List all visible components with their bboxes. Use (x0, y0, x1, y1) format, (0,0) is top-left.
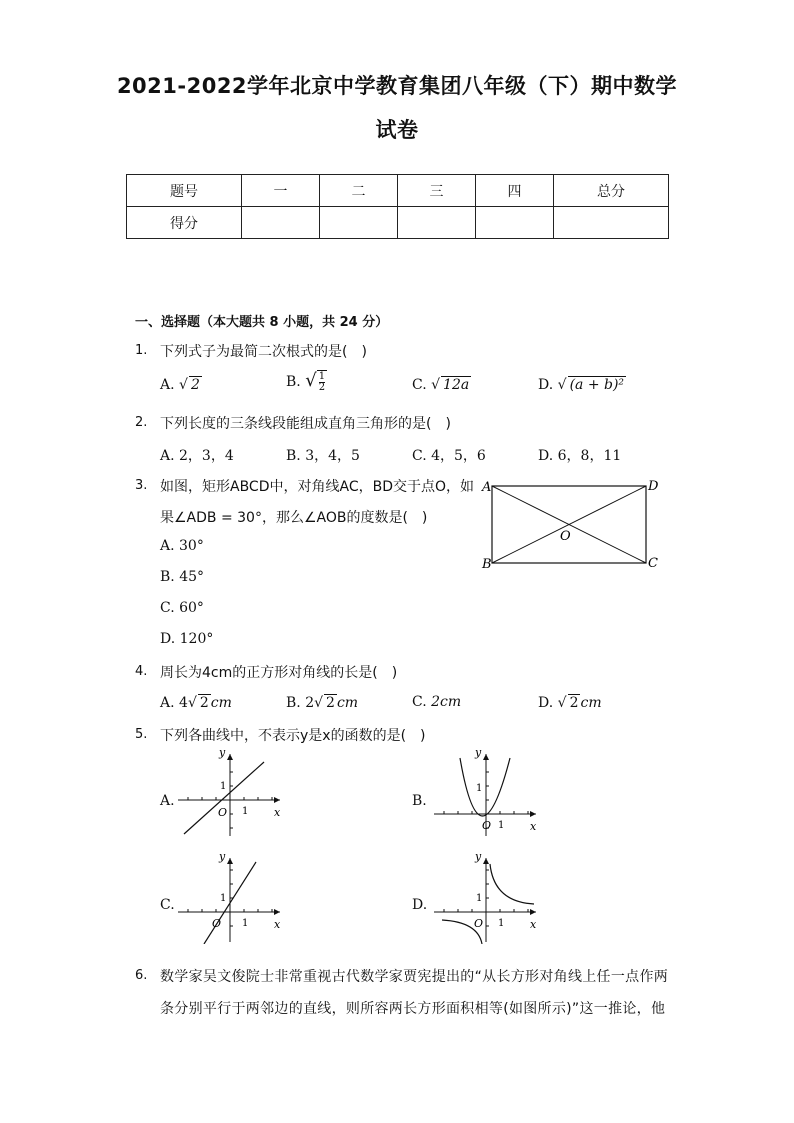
vertex-label-a: A (482, 480, 492, 495)
table-row (127, 175, 669, 207)
unit: cm (210, 695, 232, 711)
fraction-denominator: 2 (318, 382, 326, 393)
page-title: 2021-2022学年北京中学教育集团八年级（下）期中数学 (116, 74, 678, 98)
question-text: 下列长度的三条线段能组成直角三角形的是( ) (160, 416, 451, 432)
option-label: C. (412, 377, 427, 393)
question-text-line1: 数学家吴文俊院士非常重视古代数学家贾宪提出的“从长方形对角线上任一点作两 (160, 969, 669, 985)
origin-label: O (212, 917, 222, 930)
option-a[interactable]: A. 2，3，4 (160, 448, 234, 464)
center-label-o: O (560, 529, 571, 544)
graph-c[interactable] (174, 850, 286, 944)
tick-label-x1: 1 (242, 918, 249, 929)
question-text-line2: 条分别平行于两邻边的直线，则所容两长方形面积相等(如图所示)”这一推论，他 (160, 1001, 666, 1017)
option-b[interactable]: B. $√\frac{1}{2}$ (286, 370, 326, 393)
option-a-label[interactable]: A. (160, 793, 175, 809)
option-d[interactable]: D. √ 2 cm (538, 695, 602, 711)
question-text: 周长为4cm的正方形对角线的长是( ) (160, 665, 398, 681)
option-b[interactable]: B. 3，4，5 (286, 448, 360, 464)
question-number: 6. (135, 968, 148, 983)
option-label: D. (538, 377, 554, 393)
score-cell[interactable] (398, 207, 476, 239)
vertex-label-b: B (482, 557, 492, 572)
question-number: 5. (135, 727, 148, 742)
score-header-cell: 一 (242, 175, 320, 207)
radicand: 2 (199, 695, 209, 711)
option-b-label[interactable]: B. (412, 793, 427, 809)
unit: cm (580, 695, 602, 711)
option-a[interactable]: A. 30° (160, 538, 204, 554)
vertex-label-d: D (648, 479, 659, 494)
question-text: 下列各曲线中，不表示y是x的函数的是( ) (160, 728, 426, 744)
tick-label-y1: 1 (476, 783, 483, 794)
option-b[interactable]: B. 2√ 2 cm (286, 695, 359, 711)
option-label: A. (160, 377, 175, 393)
axis-x-label: x (274, 918, 281, 931)
option-b[interactable]: B. 45° (160, 569, 205, 585)
option-label: C. (412, 694, 427, 710)
option-label: A. (160, 695, 175, 711)
score-header-cell: 三 (398, 175, 476, 207)
question-text: 下列式子为最简二次根式的是( ) (160, 344, 367, 360)
question-text-line2: 果∠ADB = 30°，那么∠AOB的度数是( ) (160, 510, 428, 526)
option-c[interactable]: C. 4，5，6 (412, 448, 486, 464)
tick-label-x1: 1 (242, 806, 249, 817)
fraction-numerator: 1 (318, 371, 326, 382)
vertex-label-c: C (648, 556, 658, 571)
unit: cm (336, 695, 359, 711)
radicand: 2 (569, 695, 579, 711)
table-row (127, 207, 669, 239)
graph-a[interactable] (174, 746, 286, 840)
option-c-label[interactable]: C. (160, 897, 175, 913)
axis-y-label: y (475, 746, 482, 759)
score-header-cell: 二 (320, 175, 398, 207)
graph-b[interactable] (430, 746, 542, 840)
option-label: B. (286, 695, 301, 711)
score-cell[interactable] (320, 207, 398, 239)
rectangle-figure (478, 476, 664, 574)
tick-label-y1: 1 (220, 781, 227, 792)
option-a[interactable]: A. √ 2 (160, 377, 200, 393)
option-d[interactable]: D. 120° (160, 631, 214, 647)
score-header-cell: 题号 (127, 175, 242, 207)
score-header-cell: 总分 (554, 175, 669, 207)
question-number: 4. (135, 664, 148, 679)
axis-y-label: y (219, 850, 226, 863)
option-label: B. (286, 374, 301, 390)
option-c[interactable] (412, 694, 461, 710)
option-label: D. (538, 695, 554, 711)
coefficient: 2 (305, 695, 315, 711)
option-a[interactable]: A. 4√ 2 cm (160, 695, 232, 711)
score-table (126, 174, 669, 239)
axis-y-label: y (219, 746, 226, 759)
tick-label-y1: 1 (476, 893, 483, 904)
page-title-line2: 试卷 (375, 118, 419, 142)
axis-x-label: x (530, 820, 537, 833)
radicand: (a + b)² (569, 377, 625, 393)
question-number: 3. (135, 478, 148, 493)
score-header-cell: 四 (476, 175, 554, 207)
option-value: 2cm (431, 694, 462, 710)
tick-label-x1: 1 (498, 820, 505, 831)
origin-label: O (474, 917, 484, 930)
score-cell[interactable] (476, 207, 554, 239)
option-d-label[interactable]: D. (412, 897, 428, 913)
score-row-label: 得分 (127, 207, 242, 239)
coefficient: 4 (179, 695, 188, 711)
radicand: 2 (326, 695, 335, 711)
radicand: 2 (190, 377, 200, 393)
question-number: 1. (135, 343, 148, 358)
score-cell[interactable] (242, 207, 320, 239)
axis-y-label: y (475, 850, 482, 863)
question-text-line1: 如图，矩形ABCD中，对角线AC，BD交于点O，如 (160, 479, 475, 495)
question-number: 2. (135, 415, 148, 430)
graph-d[interactable] (430, 850, 542, 944)
axis-x-label: x (274, 806, 281, 819)
option-c[interactable]: C. √ 12a (412, 377, 470, 393)
axis-x-label: x (530, 918, 537, 931)
origin-label: O (218, 806, 228, 819)
origin-label: O (482, 819, 492, 832)
tick-label-y1: 1 (220, 893, 227, 904)
option-d[interactable]: D. √ (a + b)² (538, 377, 625, 393)
option-d[interactable]: D. 6，8，11 (538, 448, 622, 464)
section-heading: 一、选择题（本大题共 8 小题，共 24 分） (135, 315, 389, 330)
option-c[interactable]: C. 60° (160, 600, 204, 616)
tick-label-x1: 1 (498, 918, 505, 929)
score-cell[interactable] (554, 207, 669, 239)
radicand: 12a (443, 377, 470, 393)
